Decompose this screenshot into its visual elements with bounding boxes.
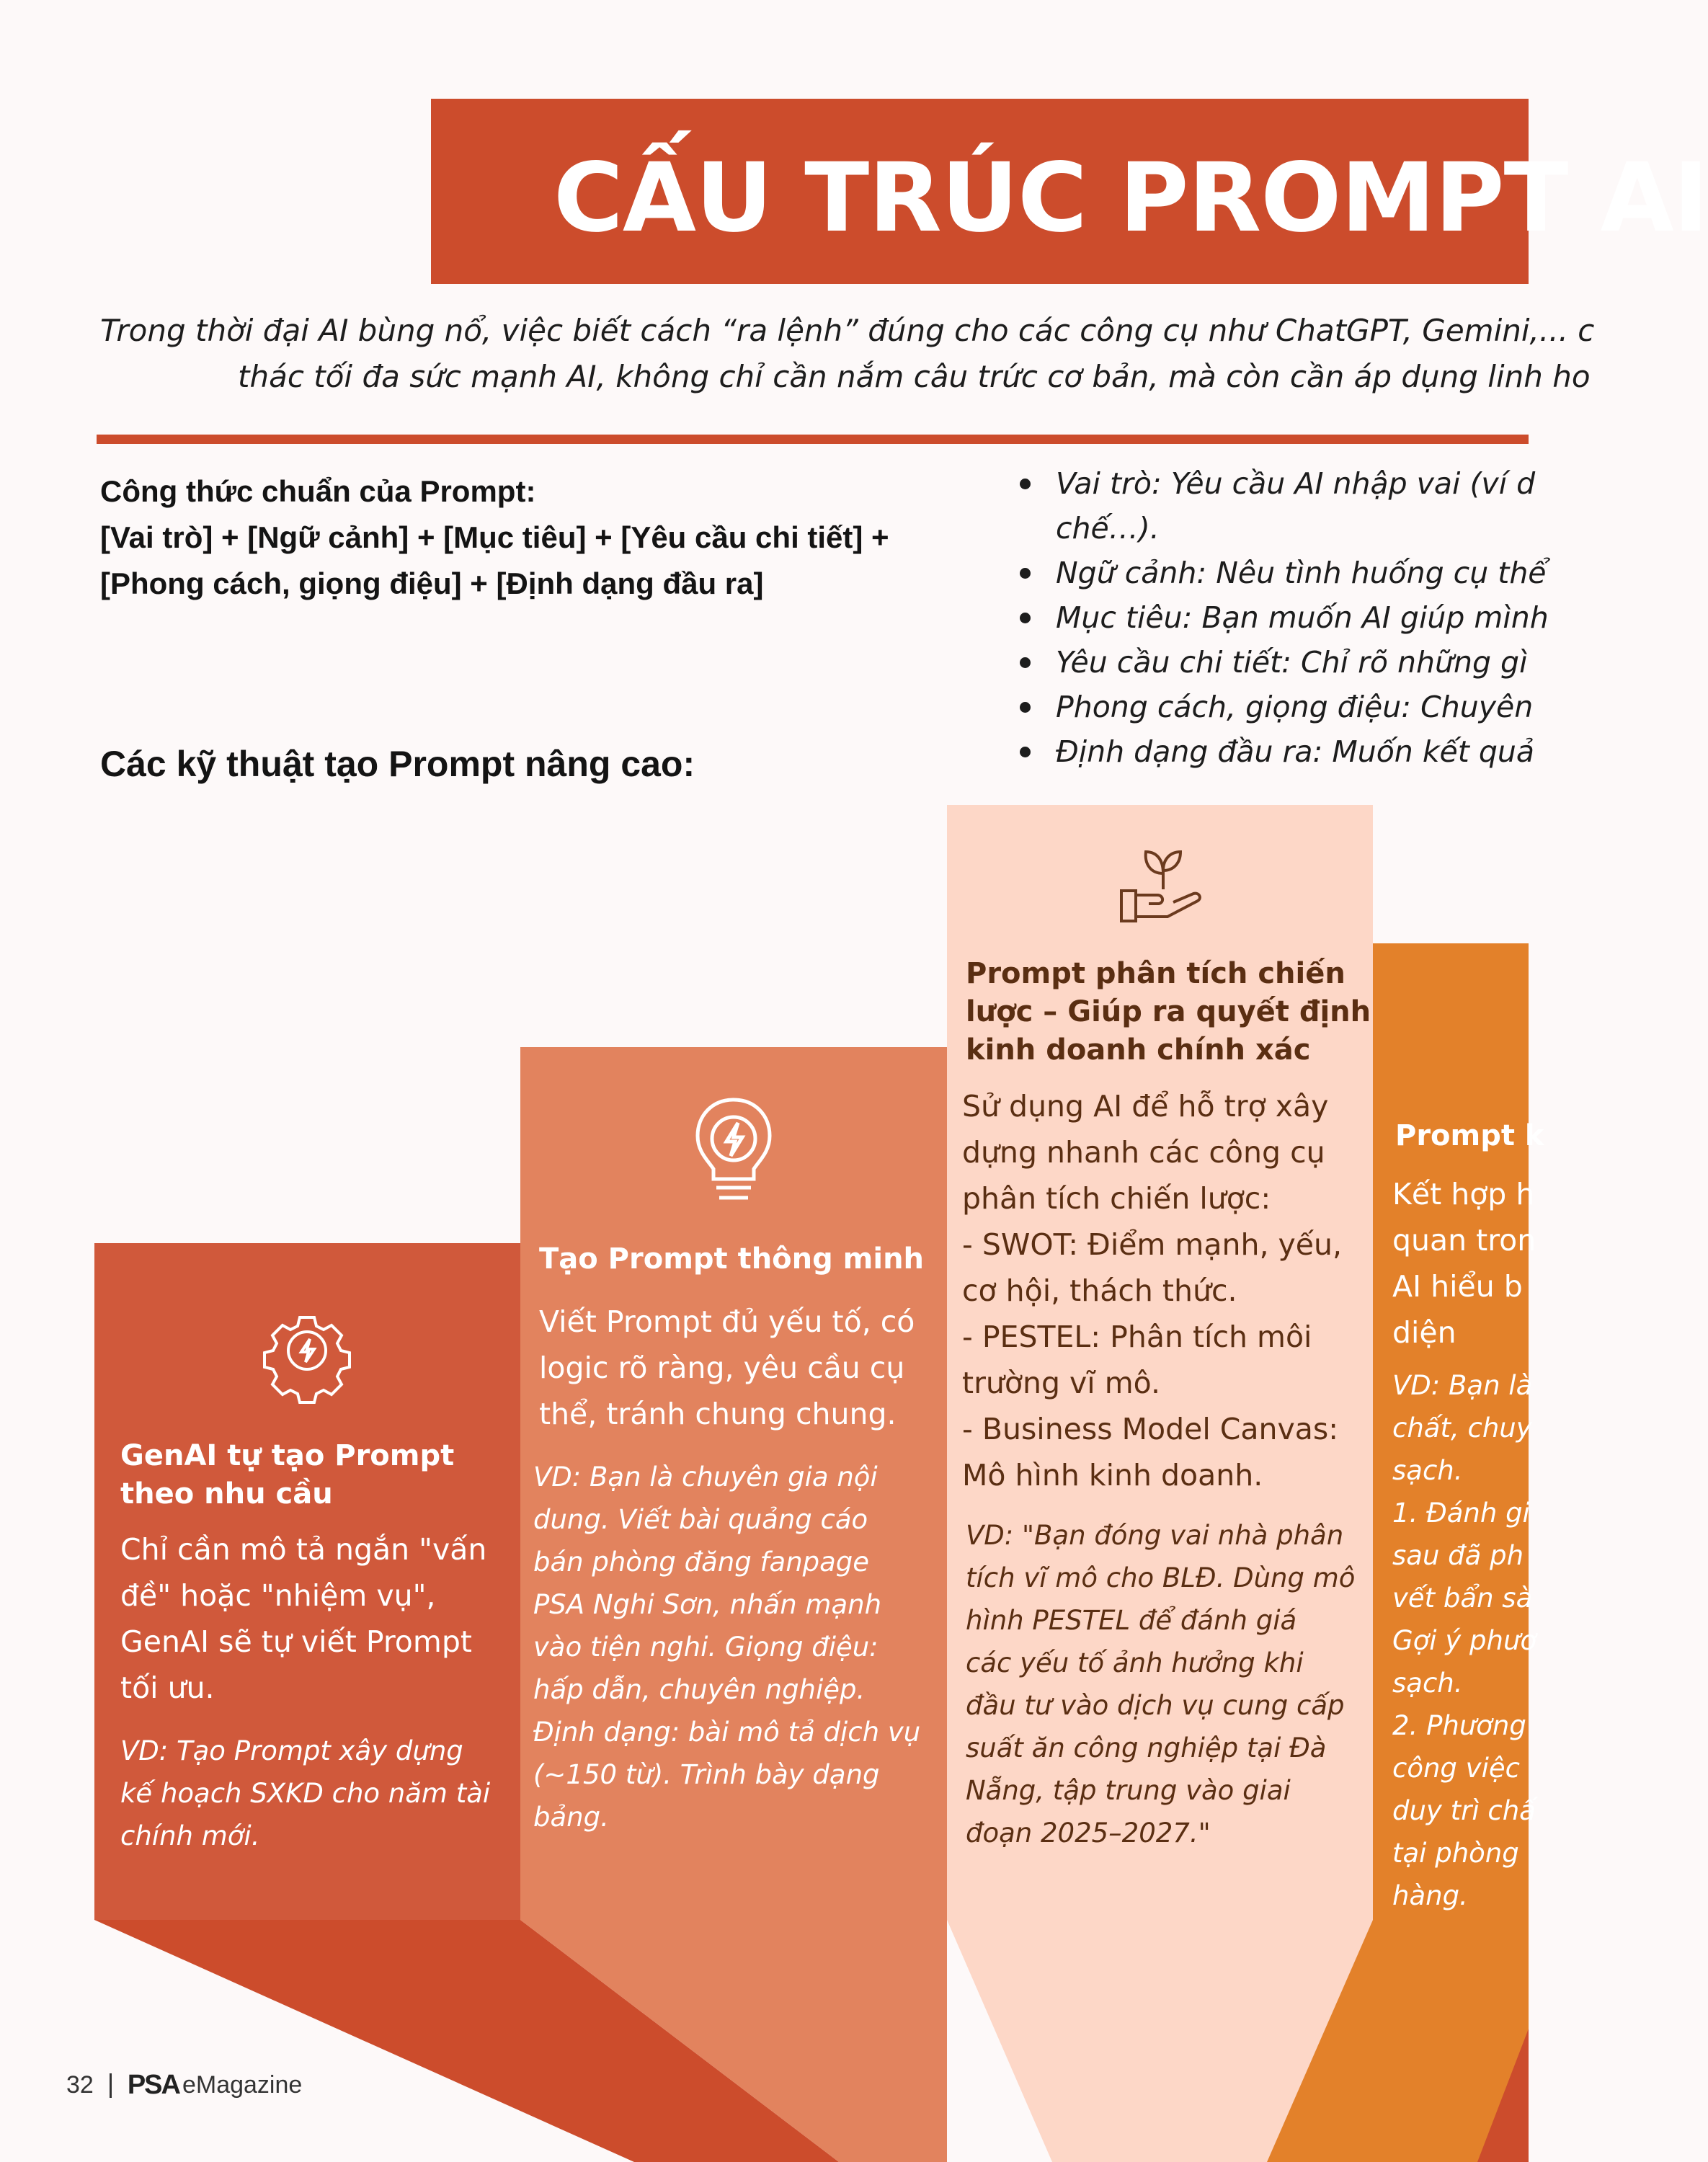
card-4-body: Kết hợp h quan tron AI hiểu b diện	[1392, 1177, 1536, 1350]
page-title: CẤU TRÚC PROMPT AI	[553, 143, 1708, 254]
card-2-body: Viết Prompt đủ yếu tố, có logic rõ ràng, yêu cầu cụ thể, tránh chung chung.	[539, 1304, 915, 1431]
prompt-formula	[100, 468, 889, 607]
card-2-title: Tạo Prompt thông minh	[539, 1242, 925, 1276]
page-number: 32	[66, 2071, 94, 2099]
card-2-example: VD: Bạn là chuyên gia nội dung. Viết bài quảng cáo bán phòng đăng fanpage PSA Nghi Sơn, nhấn mạnh vào tiện nghi. Giọng điệu: hấp dẫn, chuyên nghiệp. Định dạng: bài mô tả dịch vụ (~150 từ). Trình bày dạng bảng.	[533, 1462, 921, 1833]
card-4-example: VD: Bạn là chất, chuy sạch. 1. Đánh gi sau đã ph vết bẩn sà Gợi ý phươ sạch. 2. Phương công việc duy trì chấ tại phòng hàng.	[1392, 1370, 1537, 1911]
bullet-style: Phong cách, giọng điệu: Chuyên	[1016, 685, 1549, 729]
card-1-body: Chỉ cần mô tả ngắn "vấn đề" hoặc "nhiệm vụ", GenAI sẽ tự viết Prompt tối ưu.	[120, 1532, 487, 1705]
page-footer	[66, 2070, 302, 2101]
formula-line-1: [Vai trò] + [Ngữ cảnh] + [Mục tiêu] + [Yêu cầu chi tiết] +	[100, 520, 889, 554]
bullet-format: Định dạng đầu ra: Muốn kết quả	[1016, 729, 1549, 774]
footer-separator	[110, 2073, 112, 2098]
formula-bullet-list	[1016, 461, 1549, 774]
brand-logo: PSA	[127, 2070, 179, 2100]
hand-plant-icon	[1117, 842, 1206, 928]
card-3-title: Prompt phân tích chiến lược – Giúp ra quyết định kinh doanh chính xác	[966, 957, 1371, 1067]
section-divider	[97, 435, 1529, 444]
formula-line-2: [Phong cách, giọng điệu] + [Định dạng đầu ra]	[100, 566, 764, 600]
card-1-example: VD: Tạo Prompt xây dựng kế hoạch SXKD cho năm tài chính mới.	[120, 1735, 491, 1851]
techniques-heading: Các kỹ thuật tạo Prompt nâng cao:	[100, 744, 695, 784]
formula-label: Công thức chuẩn của Prompt:	[100, 474, 536, 508]
card-3-body: Sử dụng AI để hỗ trợ xây dựng nhanh các công cụ phân tích chiến lược: - SWOT: Điểm mạnh, yếu, cơ hội, thách thức. - PESTEL: Phân tích môi trường vĩ mô. - Business Model Canvas: Mô hình kinh doanh.	[962, 1089, 1343, 1493]
intro-line-2: thác tối đa sức mạnh AI, không chỉ cần nắm câu trức cơ bản, mà còn cần áp dụng linh ho	[238, 359, 1591, 394]
bullet-context: Ngữ cảnh: Nêu tình huống cụ thể	[1016, 551, 1549, 595]
card-3-example: VD: "Bạn đóng vai nhà phân tích vĩ mô cho BLĐ. Dùng mô hình PESTEL để đánh giá các yếu tố ảnh hưởng khi đầu tư vào dịch vụ cung cấp suất ăn công nghiệp tại Đà Nẵng, tập trung vào giai đoạn 2025–2027."	[966, 1520, 1356, 1849]
intro-line-1: Trong thời đại AI bùng nổ, việc biết cách “ra lệnh” đúng cho các công cụ như ChatGPT, Gemini,... c	[100, 313, 1595, 348]
lightbulb-bolt-icon	[690, 1094, 777, 1209]
gear-bolt-icon	[261, 1304, 353, 1397]
card-4-title: Prompt k	[1395, 1119, 1544, 1152]
bullet-details: Yêu cầu chi tiết: Chỉ rõ những gì	[1016, 640, 1549, 685]
bullet-goal: Mục tiêu: Bạn muốn AI giúp mình	[1016, 595, 1549, 640]
magazine-name: eMagazine	[182, 2071, 303, 2099]
card-1-title: GenAI tự tạo Prompt theo nhu cầu	[120, 1439, 455, 1511]
bullet-role: Vai trò: Yêu cầu AI nhập vai (ví d chế…).	[1016, 461, 1549, 551]
